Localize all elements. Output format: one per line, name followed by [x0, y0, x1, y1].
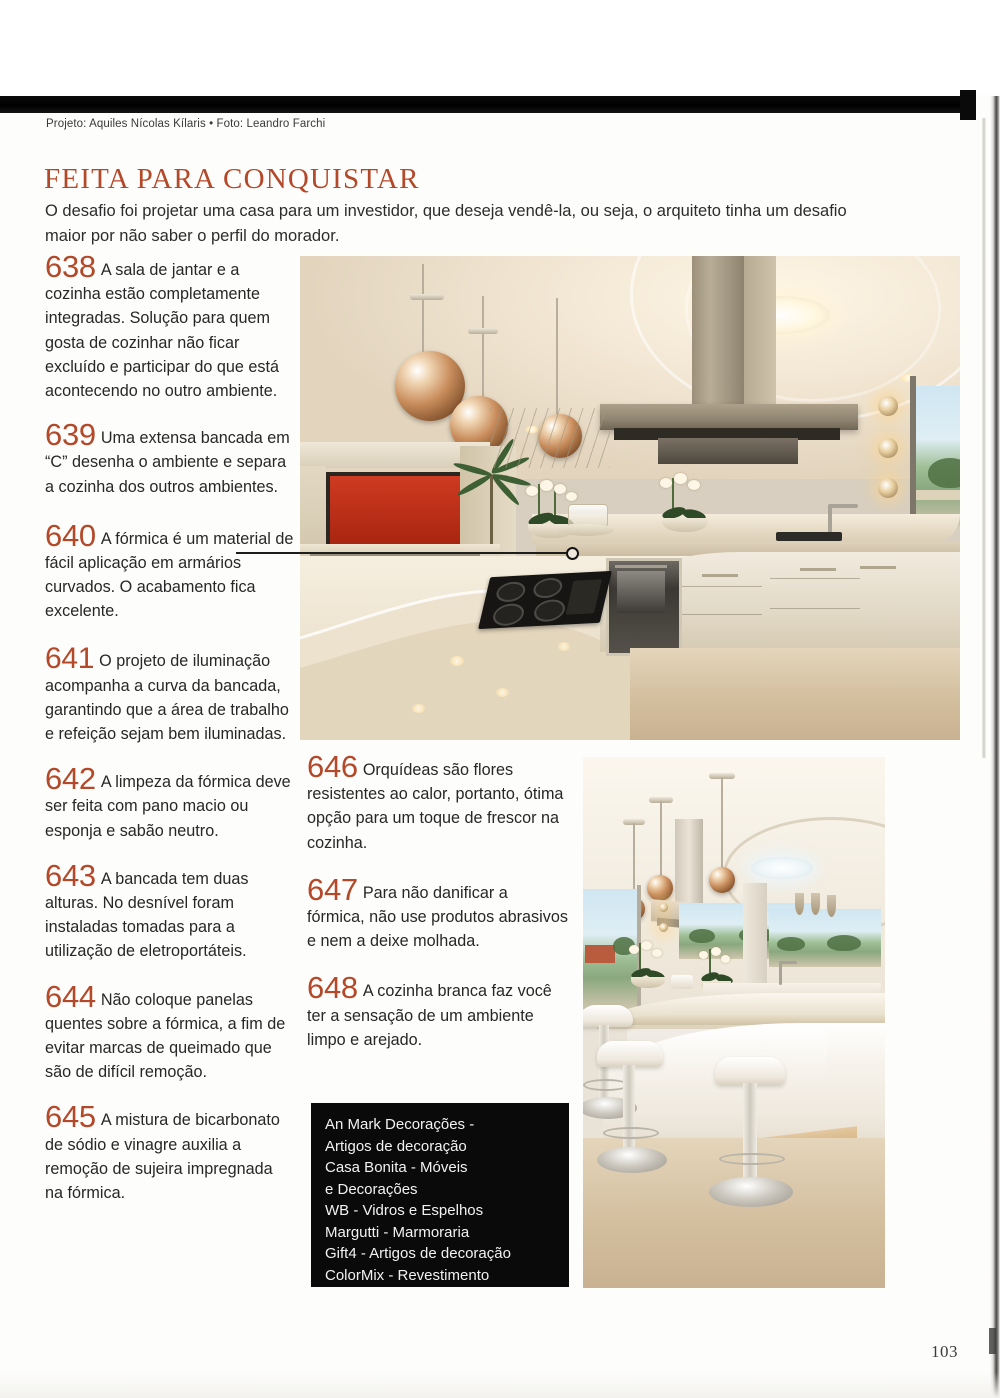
credits-line: Margutti - Marmoraria [325, 1223, 470, 1241]
page-title: FEITA PARA CONQUISTAR [44, 163, 420, 195]
glassware [671, 975, 693, 989]
window-view-landscape [916, 386, 960, 526]
cone-pendant-light [827, 895, 836, 917]
oven-window [617, 571, 665, 613]
interior-column [743, 883, 767, 983]
tip-641 [45, 641, 295, 747]
credits-line: Gift4 - Artigos de decoração [325, 1245, 511, 1262]
range-hood-duct [692, 256, 744, 406]
tree [827, 935, 861, 951]
range-hood-duct [675, 819, 703, 903]
kitchen-main-photo [300, 256, 960, 740]
tip-text: Uma extensa bancada em “C” desenha o ambiente e separa a cozinha dos outros ambientes. [45, 429, 290, 496]
wall-sconce-light [659, 903, 668, 912]
pendant-cord [422, 264, 424, 362]
pendant-light-sphere [709, 867, 735, 893]
wall-sconce-light [878, 438, 898, 458]
cone-pendant-light [795, 893, 804, 915]
tip-number: 646 [307, 749, 358, 784]
pendant-cord [633, 823, 635, 899]
cone-pendant-light [811, 893, 820, 915]
orchid-arrangement [623, 943, 669, 995]
tips-column-middle [307, 749, 569, 1069]
cabinet-handle [702, 574, 738, 577]
tip-number: 640 [45, 517, 96, 553]
counter-light-reflection [496, 688, 509, 697]
tip-640 [45, 517, 295, 624]
kitchen-sink [776, 532, 842, 541]
kitchen-faucet-spout [828, 504, 858, 508]
ceiling-round-light [751, 857, 813, 879]
pendant-canopy [468, 328, 498, 334]
stair-railing [490, 408, 610, 468]
tip-644 [45, 978, 295, 1085]
credits-line: WB - Vidros e Espelhos [325, 1202, 484, 1219]
pendant-cord [721, 777, 723, 871]
callout-leader-dot [566, 547, 579, 560]
credits-list [325, 1114, 565, 1286]
pendant-cord [556, 298, 558, 418]
tip-number: 645 [45, 1099, 96, 1135]
tip-646 [307, 749, 569, 855]
built-in-oven [606, 558, 682, 656]
parapet [916, 490, 960, 500]
kitchen-bar-photo [583, 757, 885, 1288]
tip-642 [45, 761, 295, 843]
barstool [597, 1041, 667, 1191]
scan-bottom-mark-artifact [989, 1328, 996, 1354]
wall-sconce-light [878, 478, 898, 498]
tip-text: A mistura de bicarbonato de sódio e vinagre auxilia a remoção de sujeira impregnada na fórmica. [45, 1111, 280, 1203]
credits-line: ColorMix - Revestimento [325, 1266, 490, 1284]
credits-box [311, 1103, 569, 1287]
tree [928, 458, 960, 488]
tree [777, 937, 805, 951]
tip-number: 642 [45, 761, 96, 797]
scan-right-edge-secondary-artifact [982, 118, 986, 758]
wall-sconce-light [878, 396, 898, 416]
tip-number: 644 [45, 978, 96, 1014]
tip-number: 643 [45, 857, 96, 893]
page-number: 103 [931, 1342, 958, 1361]
tip-text: A sala de jantar e a cozinha estão completamente integradas. Solução para quem gosta de cozinhar não ficar excluído e participar do que está acontecendo no outro ambiente. [45, 261, 279, 401]
roof-distant [585, 945, 615, 963]
kitchen-faucet [828, 506, 832, 534]
tree [689, 929, 715, 943]
pendant-canopy [410, 294, 444, 300]
pendant-cord [482, 296, 484, 406]
tip-648 [307, 970, 569, 1052]
scan-right-edge-artifact [990, 96, 1000, 1398]
cabinet-handle [860, 566, 896, 569]
wall-sconce-light [659, 923, 668, 932]
scan-black-bar-artifact [0, 96, 966, 113]
tip-text: A bancada tem duas alturas. No desnível foram instaladas tomadas para a utilização de eletroportáteis. [45, 869, 249, 961]
tip-647 [307, 871, 569, 954]
pendant-light-sphere [647, 875, 673, 901]
kitchen-faucet [779, 963, 782, 985]
orchid-arrangement [650, 478, 716, 536]
range-hood-lower [658, 438, 798, 464]
tip-text: A fórmica é um material de fácil aplicação em armários curvados. O acabamento fica excelente. [45, 529, 294, 621]
cabinet-handle [800, 568, 836, 571]
tip-text: A limpeza da fórmica deve ser feita com pano macio ou esponja e sabão neutro. [45, 773, 291, 840]
pendant-cord [660, 801, 662, 879]
tip-643 [45, 857, 295, 964]
tip-number: 648 [307, 970, 358, 1006]
floor [630, 648, 960, 740]
counter-light-reflection [412, 704, 425, 713]
page-deck: O desafio foi projetar uma casa para um investidor, que deseja vendê-la, ou seja, o arquiteto tinha um desafio maior por não saber o perfil do morador. [45, 202, 847, 245]
tip-text: O projeto de iluminação acompanha a curva da bancada, garantindo que a área de trabalho e refeição sejam bem iluminadas. [45, 651, 289, 744]
tip-645 [45, 1099, 295, 1205]
page-bottom-shade [0, 1372, 1000, 1398]
oven-handle [615, 565, 667, 568]
credits-line: Artigos de decoração [325, 1137, 467, 1155]
tip-text: Não coloque panelas quentes sobre a fórmica, a fim de evitar marcas de queimado que são de difícil remoção. [45, 990, 286, 1082]
project-photo-credit: Projeto: Aquiles Nícolas Kílaris • Foto: Leandro Farchi [46, 118, 326, 130]
tip-number: 638 [45, 249, 96, 284]
tip-638 [45, 249, 295, 403]
credits-line: Casa Bonita - Móveis [325, 1159, 468, 1176]
tip-number: 639 [45, 417, 96, 453]
counter-light-reflection [450, 656, 464, 666]
credits-line: An Mark Decorações - [325, 1116, 475, 1133]
barstool [709, 1057, 793, 1235]
window-view-landscape [769, 909, 881, 967]
tip-text: Orquídeas são flores resistentes ao calor, portanto, ótima opção para um toque de frescor na cozinha. [307, 761, 564, 852]
tip-number: 641 [45, 641, 95, 675]
tips-column-left [45, 249, 295, 1222]
credits-line: e Decorações [325, 1180, 418, 1198]
tip-number: 647 [307, 871, 358, 907]
range-hood-body [600, 404, 858, 430]
gas-cooktop [478, 571, 612, 629]
scan-margin-top [0, 0, 1000, 95]
kitchen-faucet-spout [779, 961, 797, 964]
counter-light-reflection [558, 642, 570, 651]
glass-tray [558, 524, 614, 536]
tip-639 [45, 417, 295, 499]
tip-text: Para não danificar a fórmica, não use produtos abrasivos e nem a deixe molhada. [307, 883, 568, 951]
tip-text: A cozinha branca faz você ter a sensação de um ambiente limpo e arejado. [307, 982, 552, 1049]
